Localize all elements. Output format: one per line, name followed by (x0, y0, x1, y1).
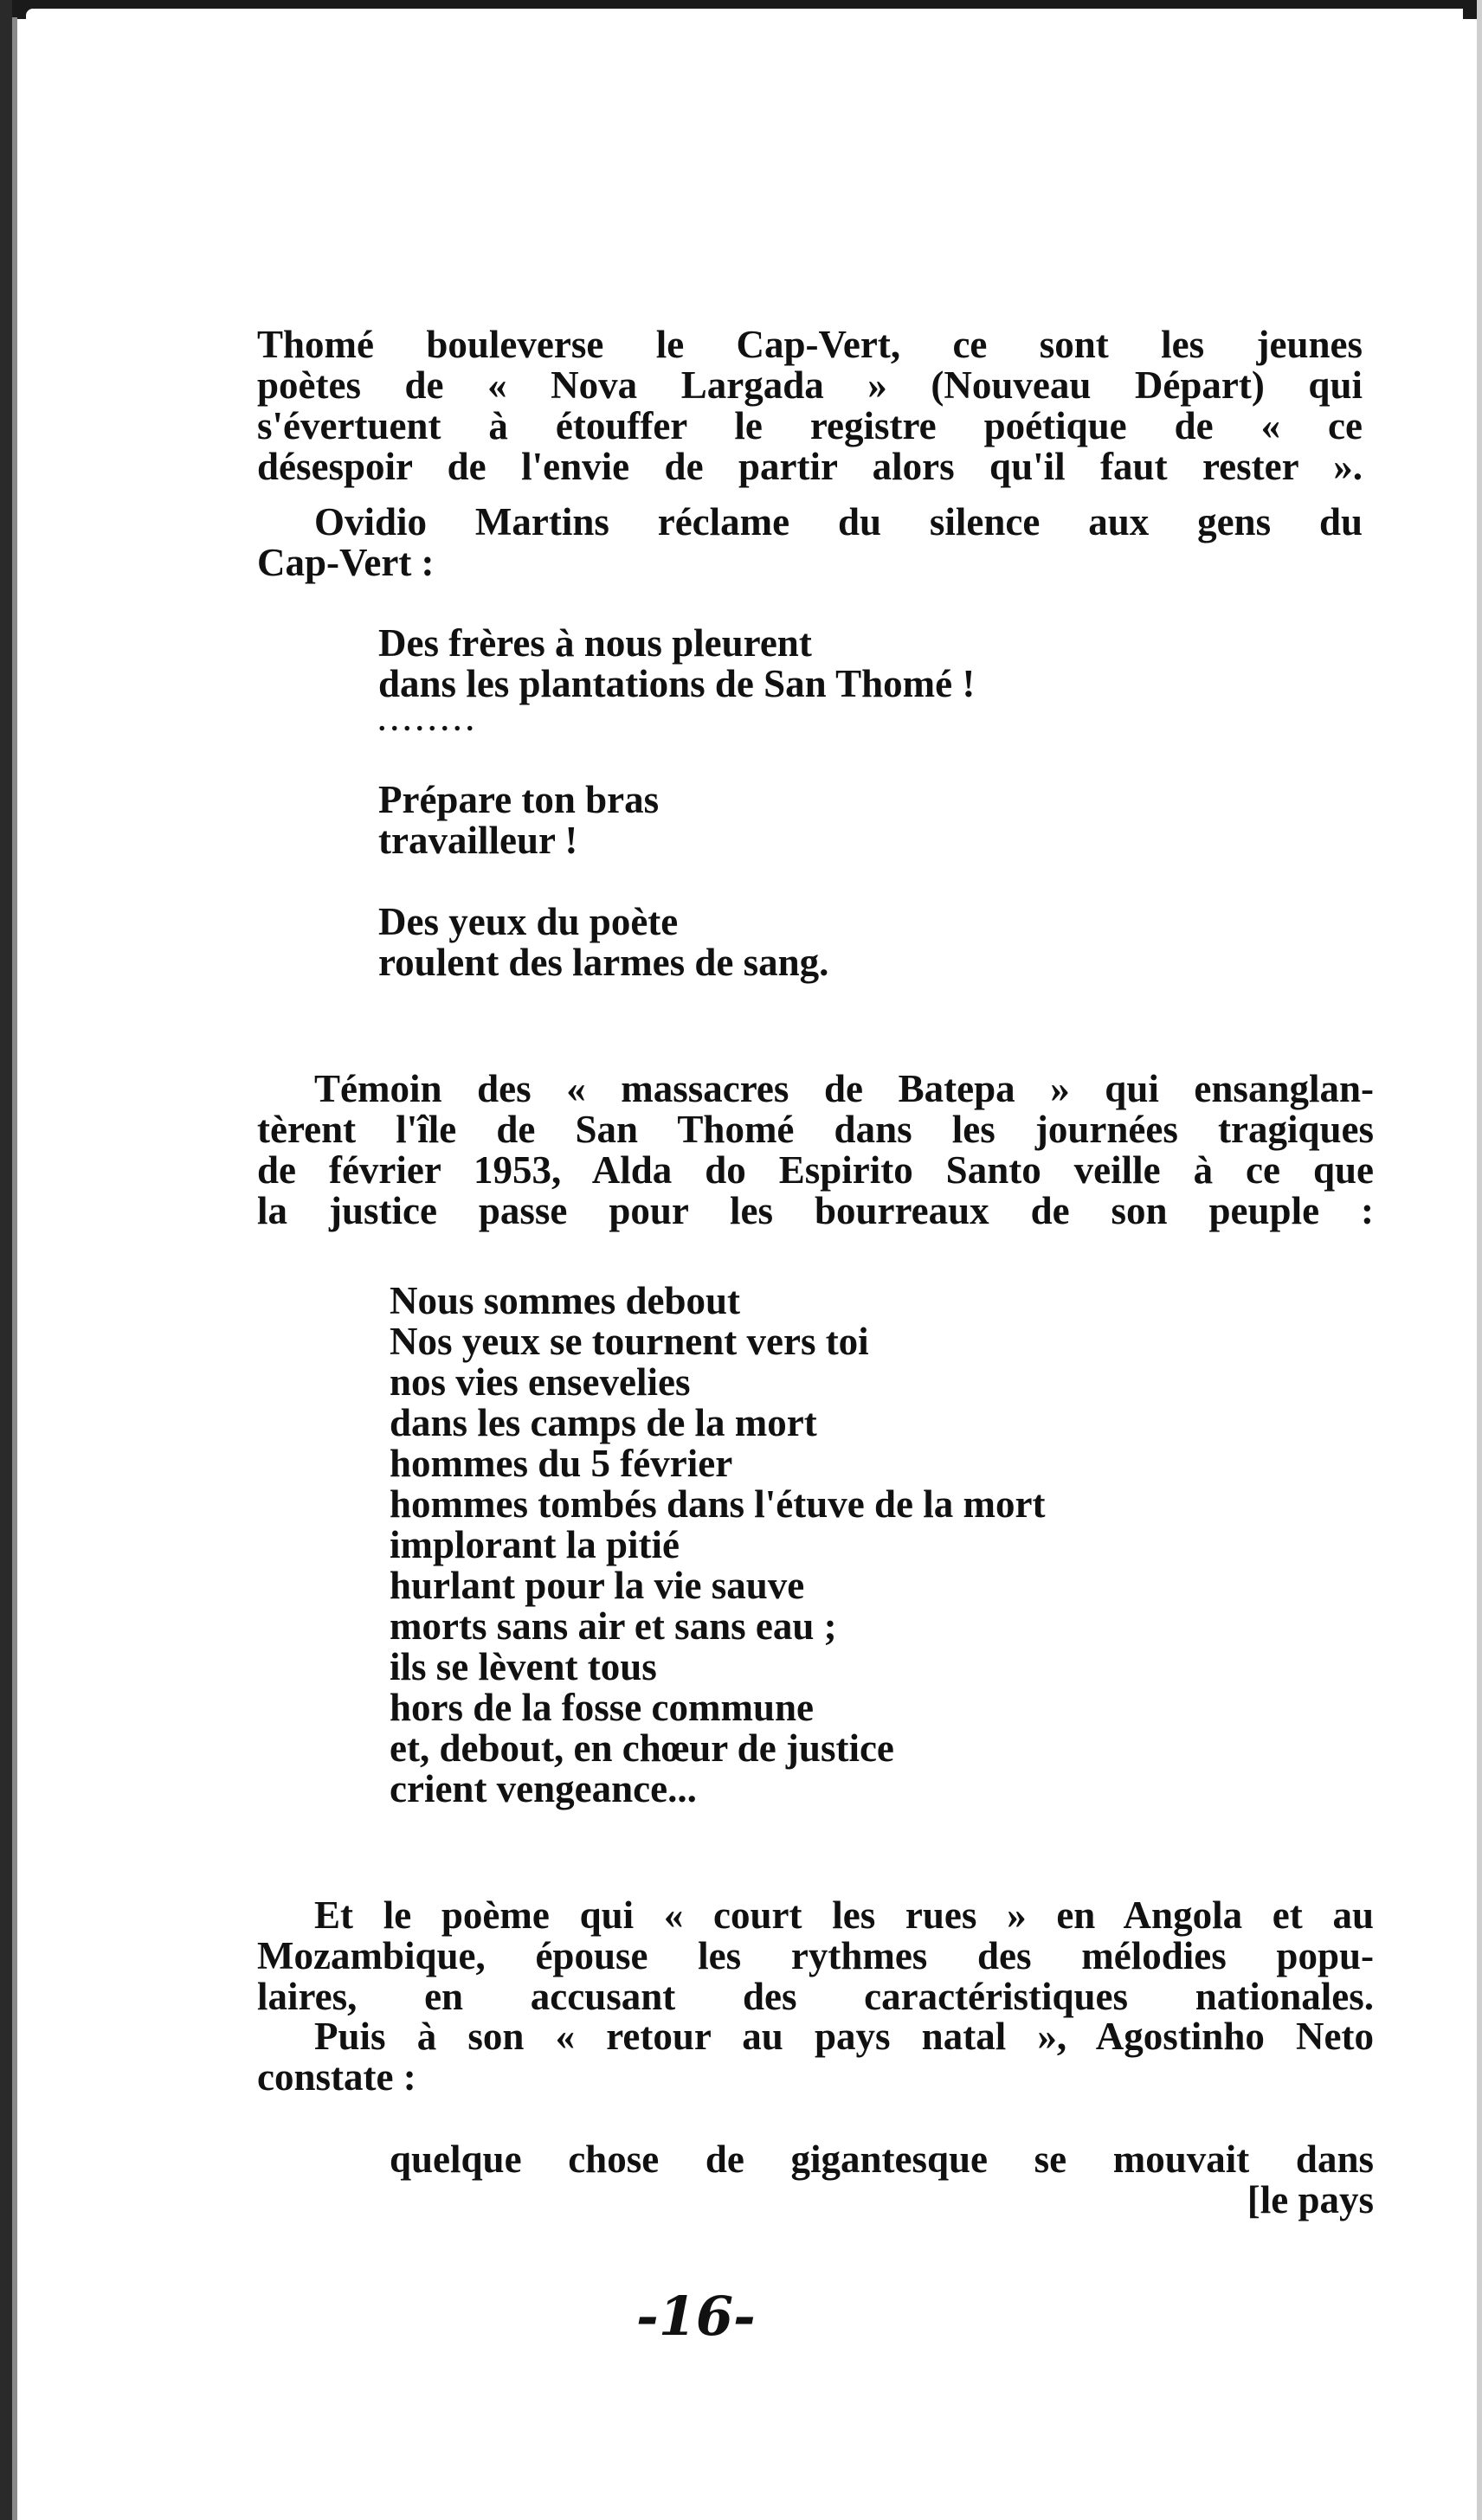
poem-stanza-1 (378, 623, 975, 739)
poem-line: ils se lèvent tous (390, 1645, 657, 1688)
scan-edge-left-shadow (12, 17, 17, 2520)
poem-line: morts sans air et sans eau ; (390, 1604, 837, 1648)
poem-line: dans les plantations de San Thomé ! (378, 662, 976, 705)
poem-line: hors de la fosse commune (390, 1686, 814, 1729)
poem-line: Nous sommes debout (390, 1279, 741, 1322)
poem-stanza-3 (378, 902, 975, 983)
paragraph-5 (257, 2016, 1374, 2098)
ellipsis-line: ........ (378, 705, 479, 737)
text-line: la justice passe pour les bourreaux de son peuple : (257, 1189, 1374, 1232)
poem-line: Prépare ton bras (378, 778, 660, 821)
page-number: -16- (636, 2285, 756, 2348)
text-line: tèrent l'île de San Thomé dans les journées tragiques (257, 1108, 1374, 1151)
text-line: Ovidio Martins réclame du silence aux gens du (314, 500, 1363, 543)
poem-2 (390, 1281, 1045, 1810)
text-line: Cap-Vert : (257, 541, 435, 584)
poem-line: et, debout, en chœur de justice (390, 1726, 894, 1770)
text-line: Et le poème qui « court les rues » en Angola et au (314, 1893, 1374, 1937)
text-line: de février 1953, Alda do Espirito Santo veille à ce que (257, 1148, 1374, 1192)
text-line: laires, en accusant des caractéristiques nationales. (257, 1975, 1374, 2018)
text-line: poètes de « Nova Largada » (Nouveau Départ) qui (257, 363, 1363, 407)
poem-line: quelque chose de gigantesque se mouvait dans (390, 2138, 1374, 2181)
paragraph-1 (257, 325, 1363, 487)
scan-edge-top-inner (26, 9, 1463, 21)
scan-edge-left (0, 0, 12, 2520)
poem-line: dans les camps de la mort (390, 1401, 817, 1444)
poem-line: hurlant pour la vie sauve (390, 1564, 805, 1607)
poem-stanza-2 (378, 780, 975, 861)
poem-line: hommes tombés dans l'étuve de la mort (390, 1482, 1046, 1526)
paragraph-2 (257, 502, 1363, 583)
poem-line: travailleur ! (378, 819, 578, 862)
poem-line: implorant la pitié (390, 1523, 680, 1566)
poem-line: roulent des larmes de sang. (378, 941, 829, 984)
text-line: Puis à son « retour au pays natal », Agostinho Neto (314, 2015, 1374, 2058)
text-line: désespoir de l'envie de partir alors qu'il faut rester ». (257, 445, 1363, 488)
poem-1 (378, 623, 975, 983)
paragraph-3 (257, 1069, 1374, 1231)
poem-line: Des yeux du poète (378, 900, 679, 943)
text-line: constate : (257, 2055, 416, 2099)
text-line: Thomé bouleverse le Cap-Vert, ce sont les jeunes (257, 323, 1363, 366)
poem-line-continuation: [le pays (1247, 2178, 1374, 2221)
poem-line: nos vies ensevelies (390, 1360, 691, 1404)
poem-line: hommes du 5 février (390, 1442, 733, 1485)
scan-edge-right (1477, 0, 1482, 2520)
text-line: Témoin des « massacres de Batepa » qui ensanglan- (314, 1067, 1374, 1110)
text-line: Mozambique, épouse les rythmes des mélodies popu- (257, 1934, 1374, 1977)
poem-line: crient vengeance... (390, 1767, 697, 1810)
text-line: s'évertuent à étouffer le registre poétique de « ce (257, 404, 1363, 447)
paragraph-4 (257, 1895, 1374, 2017)
poem-3 (390, 2139, 1374, 2221)
poem-line: Des frères à nous pleurent (378, 621, 812, 665)
poem-line: Nos yeux se tournent vers toi (390, 1320, 869, 1363)
